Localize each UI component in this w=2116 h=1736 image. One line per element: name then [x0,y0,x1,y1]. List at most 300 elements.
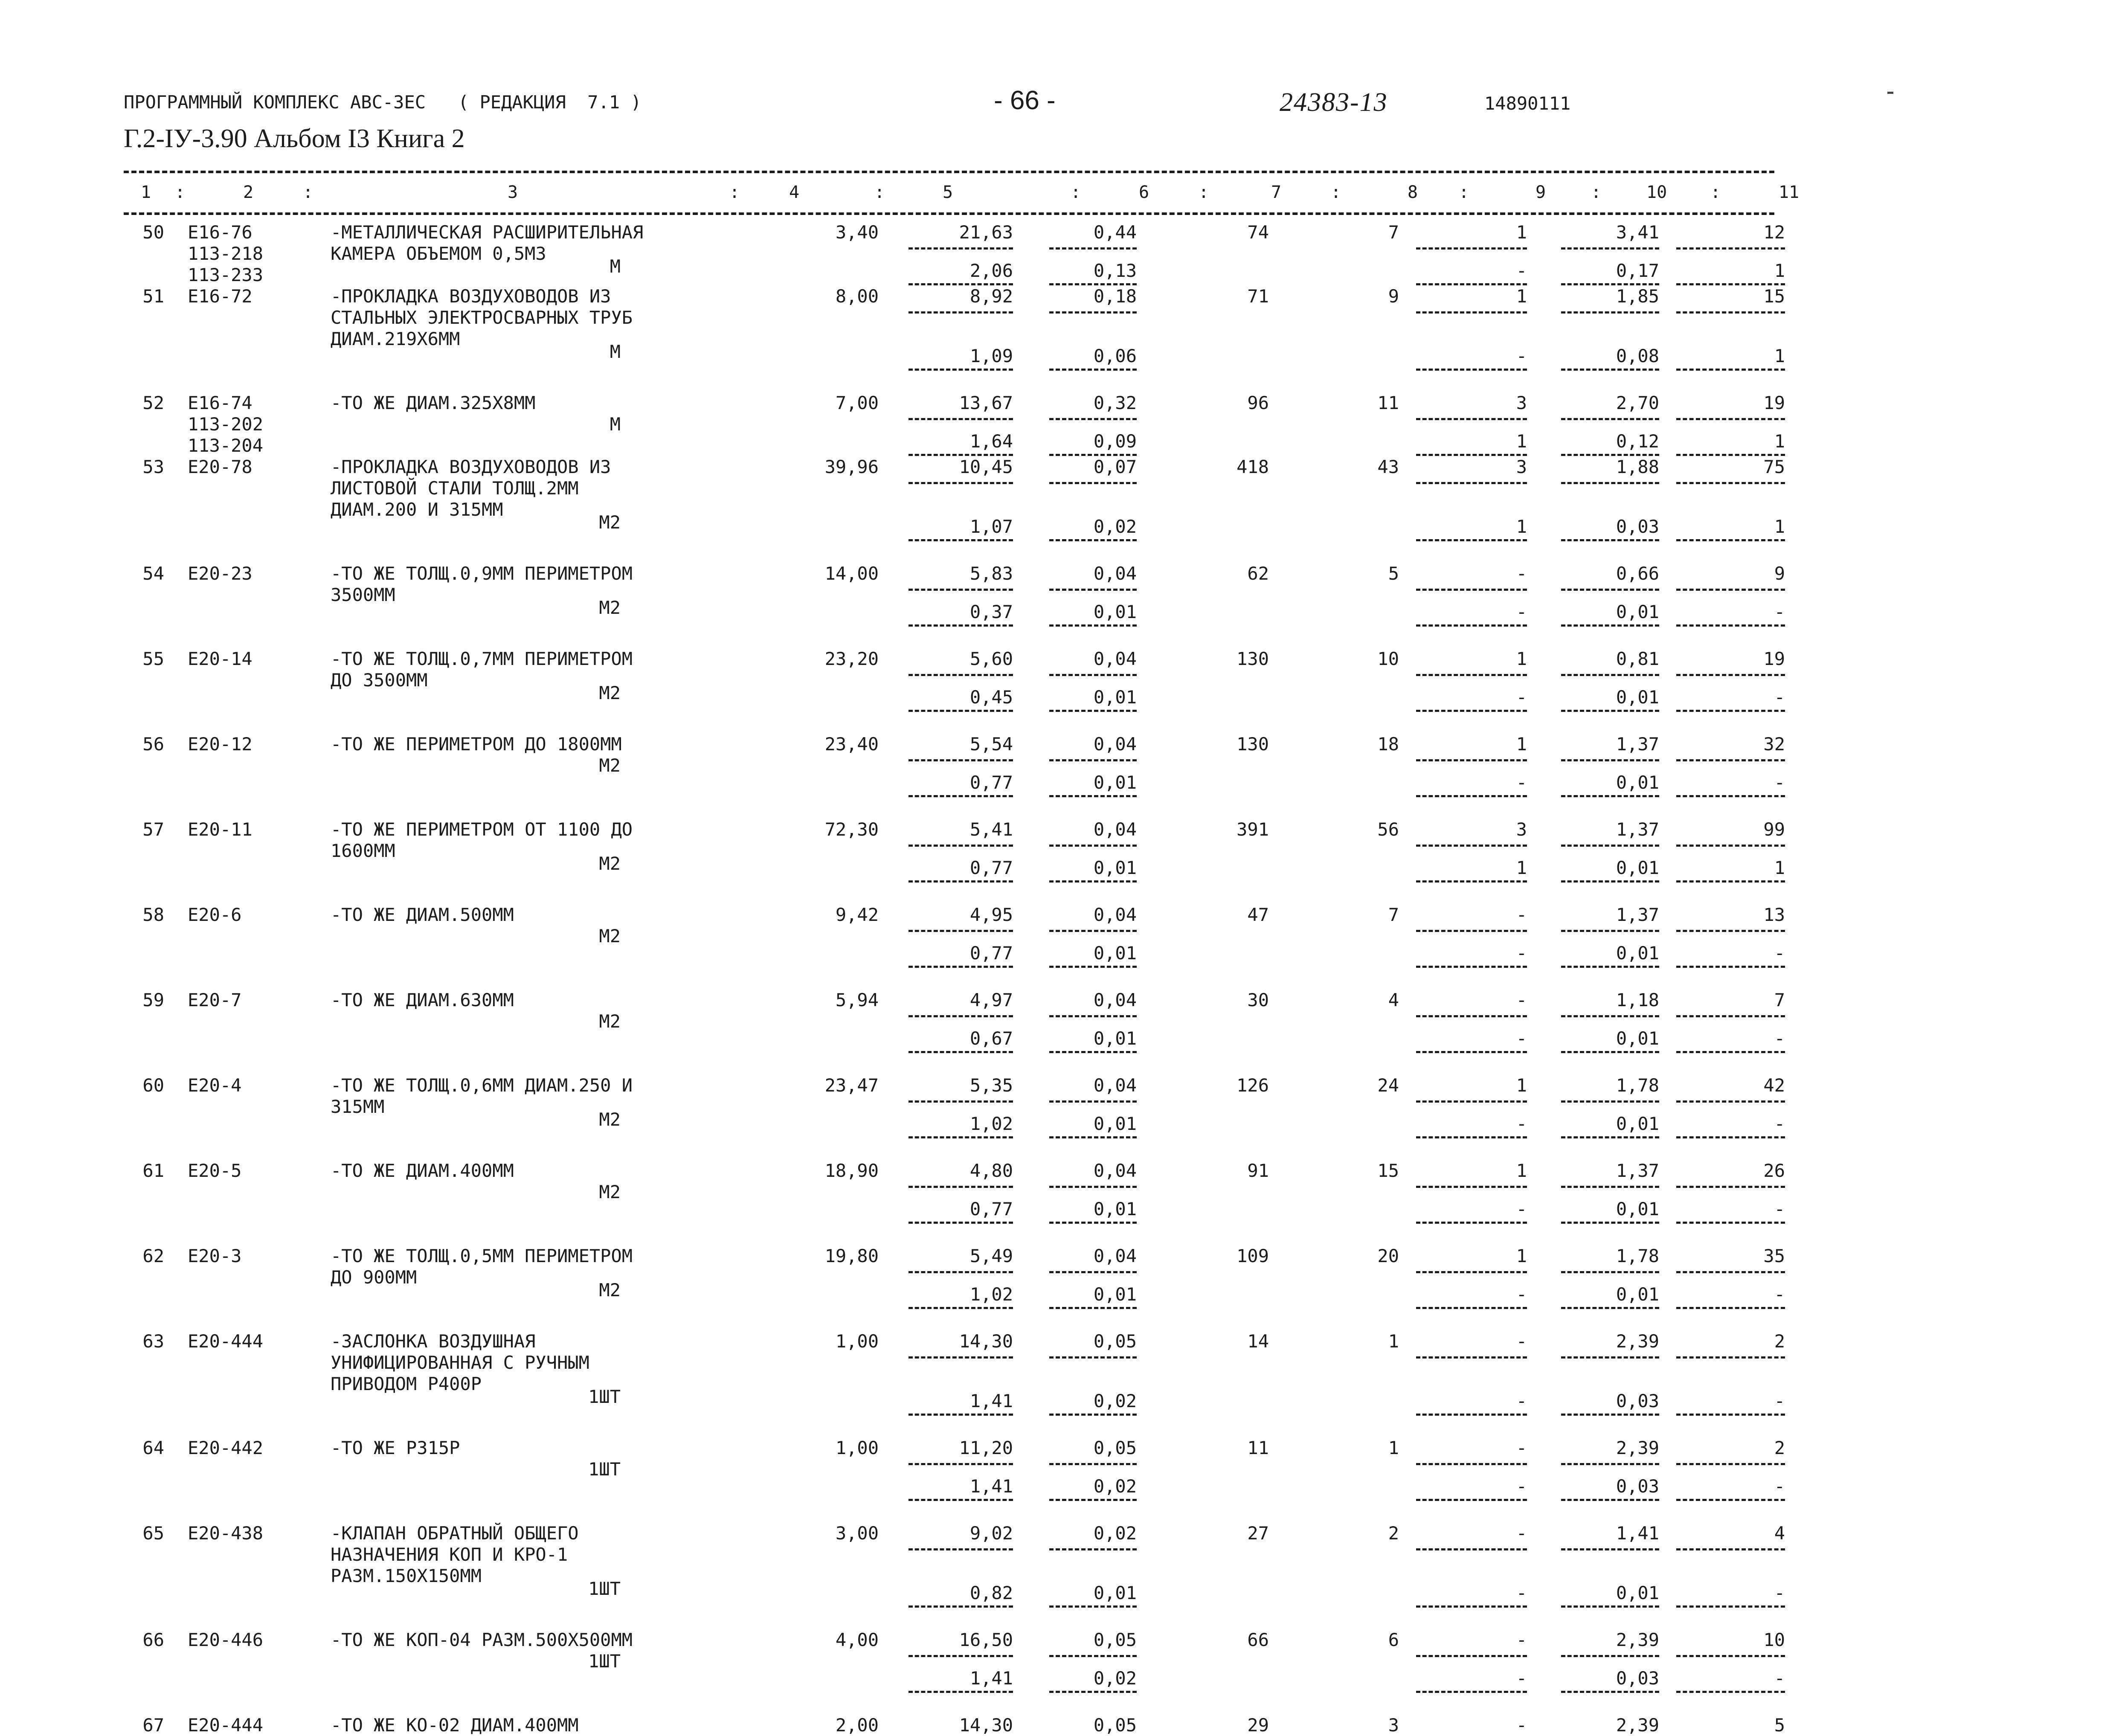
subvalue-c11: 1 [1774,345,1785,366]
cell-underline [1561,1655,1659,1657]
cell-underline [1416,1186,1527,1188]
work-description: НАЗНАЧЕНИЯ КОП И КРО-1 [331,1544,568,1565]
cell-underline [1049,1100,1137,1103]
column-header: 3 [508,183,518,202]
work-description: -ТО ЖЕ ПЕРИМЕТРОМ ОТ 1100 ДО [331,819,633,840]
value-c5: 5,49 [969,1245,1013,1266]
value-c10: 2,39 [1616,1629,1659,1650]
row-number: 56 [142,734,164,755]
value-c5: 5,83 [969,563,1013,584]
work-description: ДИАМ.200 И 315ММ [331,499,503,520]
unit-label: М2 [599,597,621,618]
cell-underline [1676,795,1785,797]
cell-underline [1416,795,1527,797]
value-c11: 9 [1774,563,1785,584]
value-c10: 2,39 [1616,1331,1659,1352]
value-c5: 4,97 [969,990,1013,1010]
value-c4: 39,96 [824,456,879,477]
cell-underline [909,1655,1013,1657]
cell-underline [1049,1605,1137,1608]
value-c7: 62 [1247,563,1269,584]
cell-underline [1416,1605,1527,1608]
value-c8: 7 [1388,222,1399,243]
value-c7: 71 [1247,286,1269,307]
resource-code: Е20-444 [188,1331,264,1352]
value-c10: 2,70 [1616,392,1659,413]
subvalue-c11: - [1774,772,1785,793]
column-header: 11 [1779,183,1800,202]
value-c8: 1 [1388,1437,1399,1458]
unit-label: М2 [599,1109,621,1130]
work-description: -ТО ЖЕ ТОЛЩ.0,9ММ ПЕРИМЕТРОМ [331,563,633,584]
value-c7: 29 [1247,1715,1269,1736]
value-c9: - [1516,563,1527,584]
subvalue-c6: 0,01 [1093,772,1137,793]
value-c10: 1,78 [1616,1075,1659,1096]
column-header: : [729,183,740,202]
value-c11: 75 [1763,456,1785,477]
subvalue-c9: - [1516,1199,1527,1219]
resource-code: 113-202 [188,414,264,435]
cell-underline [1561,710,1659,712]
cell-underline [1561,1414,1659,1416]
value-c6: 0,02 [1093,1523,1137,1544]
cell-underline [1561,1222,1659,1224]
cell-underline [1049,247,1137,250]
cell-underline [909,1691,1013,1693]
column-header: : [175,183,186,202]
value-c4: 1,00 [835,1331,879,1352]
work-description: -ТО ЖЕ ТОЛЩ.0,5ММ ПЕРИМЕТРОМ [331,1245,633,1266]
resource-code: Е16-74 [188,392,253,413]
work-description: -ТО ЖЕ ДИАМ.500ММ [331,904,514,925]
cell-underline [1561,311,1659,314]
value-c5: 5,54 [969,734,1013,755]
value-c9: 1 [1516,1245,1527,1266]
cell-underline [1676,930,1785,932]
cell-underline [909,1271,1013,1273]
subvalue-c10: 0,01 [1616,1284,1659,1305]
value-c10: 1,37 [1616,734,1659,755]
cell-underline [1049,710,1137,712]
subvalue-c9: - [1516,1391,1527,1411]
work-description: ЛИСТОВОЙ СТАЛИ ТОЛЩ.2ММ [331,478,579,499]
work-description: -ТО ЖЕ ДИАМ.325Х8ММ [331,392,536,413]
column-header: 6 [1139,183,1149,202]
work-description: -ТО ЖЕ КО-02 ДИАМ.400ММ [331,1715,579,1736]
cell-underline [1561,880,1659,883]
row-number: 63 [142,1331,164,1352]
value-c5: 5,35 [969,1075,1013,1096]
cell-underline [1676,1015,1785,1017]
subvalue-c6: 0,09 [1093,431,1137,452]
resource-code: Е16-72 [188,286,253,307]
unit-label: М2 [599,926,621,946]
cell-underline [1049,930,1137,932]
value-c4: 7,00 [835,392,879,413]
cell-underline [1416,1271,1527,1273]
subvalue-c9: - [1516,687,1527,708]
cell-underline [909,539,1013,541]
work-description: -ТО ЖЕ Р315Р [331,1437,460,1458]
cell-underline [1561,1691,1659,1693]
cell-underline [1561,966,1659,968]
value-c8: 43 [1377,456,1399,477]
value-c6: 0,04 [1093,648,1137,669]
value-c6: 0,04 [1093,904,1137,925]
cell-underline [1416,369,1527,371]
value-c9: 1 [1516,1160,1527,1181]
column-header: 9 [1535,183,1546,202]
unit-label: М2 [599,853,621,874]
subvalue-c9: - [1516,1284,1527,1305]
cell-underline [1416,1463,1527,1465]
cell-underline [1416,1691,1527,1693]
resource-code: 113-204 [188,435,264,456]
value-c6: 0,04 [1093,819,1137,840]
row-number: 55 [142,648,164,669]
value-c4: 18,90 [824,1160,879,1181]
cell-underline [1676,1414,1785,1416]
subvalue-c6: 0,01 [1093,687,1137,708]
cell-underline [1049,1222,1137,1224]
value-c9: 3 [1516,819,1527,840]
cell-underline [909,247,1013,250]
subvalue-c9: - [1516,1582,1527,1603]
cell-underline [1561,1100,1659,1103]
cell-underline [1561,1136,1659,1138]
value-c9: - [1516,1629,1527,1650]
column-header: 2 [243,183,254,202]
subvalue-c9: 1 [1516,857,1527,878]
value-c7: 130 [1237,734,1269,755]
value-c4: 8,00 [835,286,879,307]
cell-underline [1416,311,1527,314]
value-c4: 5,94 [835,990,879,1010]
cell-underline [1676,454,1785,456]
column-header: 4 [789,183,800,202]
value-c10: 0,66 [1616,563,1659,584]
cell-underline [1676,1222,1785,1224]
cell-underline [1561,1356,1659,1359]
subvalue-c6: 0,01 [1093,601,1137,622]
work-description: 3500ММ [331,584,395,605]
unit-label: 1ШТ [588,1578,621,1599]
subvalue-c10: 0,01 [1616,1113,1659,1134]
column-header: 5 [943,183,953,202]
value-c10: 0,81 [1616,648,1659,669]
cell-underline [1676,624,1785,627]
cell-underline [1676,1186,1785,1188]
cell-underline [1676,845,1785,847]
cell-underline [1561,539,1659,541]
cell-underline [1676,1051,1785,1053]
work-description: ДО 900ММ [331,1267,417,1288]
value-c11: 7 [1774,990,1785,1010]
subvalue-c6: 0,02 [1093,1391,1137,1411]
value-c6: 0,44 [1093,222,1137,243]
subvalue-c9: - [1516,601,1527,622]
value-c5: 4,80 [969,1160,1013,1181]
document-subtitle: Г.2-IУ-3.90 Альбом I3 Книга 2 [124,124,465,153]
value-c10: 1,85 [1616,286,1659,307]
cell-underline [1561,1271,1659,1273]
subvalue-c6: 0,01 [1093,1284,1137,1305]
row-number: 58 [142,904,164,925]
value-c9: 1 [1516,734,1527,755]
cell-underline [1049,311,1137,314]
subvalue-c10: 0,08 [1616,345,1659,366]
cell-underline [909,710,1013,712]
value-c7: 126 [1237,1075,1269,1096]
value-c10: 1,78 [1616,1245,1659,1266]
work-description: КАМЕРА ОБЪЕМОМ 0,5М3 [331,243,546,264]
column-header: 1 [141,183,151,202]
cell-underline [1676,1691,1785,1693]
cell-underline [1676,880,1785,883]
cell-underline [1049,966,1137,968]
value-c6: 0,07 [1093,456,1137,477]
value-c7: 130 [1237,648,1269,669]
row-number: 66 [142,1629,164,1650]
cell-underline [1049,1655,1137,1657]
resource-code: Е20-7 [188,990,242,1010]
subvalue-c9: - [1516,772,1527,793]
value-c7: 14 [1247,1331,1269,1352]
subvalue-c5: 0,45 [969,687,1013,708]
work-description: 315ММ [331,1096,385,1117]
cell-underline [1561,1186,1659,1188]
cell-underline [909,1548,1013,1550]
cell-underline [1416,1548,1527,1550]
work-description: -ТО ЖЕ ТОЛЩ.0,7ММ ПЕРИМЕТРОМ [331,648,633,669]
cell-underline [1416,1136,1527,1138]
cell-underline [1676,1605,1785,1608]
cell-underline [1049,845,1137,847]
page-number: - 66 - [994,86,1056,115]
cell-underline [909,454,1013,456]
subvalue-c9: - [1516,1668,1527,1689]
value-c9: - [1516,1715,1527,1736]
resource-code: Е20-438 [188,1523,264,1544]
value-c8: 18 [1377,734,1399,755]
cell-underline [1561,1307,1659,1309]
value-c7: 27 [1247,1523,1269,1544]
subvalue-c5: 1,41 [969,1668,1013,1689]
value-c11: 15 [1763,286,1785,307]
subvalue-c11: - [1774,943,1785,964]
column-header: 10 [1646,183,1667,202]
value-c5: 8,92 [969,286,1013,307]
column-header: 7 [1271,183,1282,202]
resource-code: Е20-11 [188,819,253,840]
value-c4: 14,00 [824,563,879,584]
cell-underline [1416,1499,1527,1501]
work-description: -МЕТАЛЛИЧЕСКАЯ РАСШИРИТЕЛЬНАЯ [331,222,644,243]
subvalue-c9: - [1516,1476,1527,1497]
cell-underline [1049,1051,1137,1053]
cell-underline [909,1051,1013,1053]
column-header: : [874,183,885,202]
value-c4: 23,40 [824,734,879,755]
work-description: -ТО ЖЕ ПЕРИМЕТРОМ ДО 1800ММ [331,734,622,755]
value-c6: 0,04 [1093,1075,1137,1096]
subvalue-c6: 0,01 [1093,857,1137,878]
subvalue-c5: 1,07 [969,516,1013,537]
subvalue-c6: 0,13 [1093,260,1137,281]
cell-underline [909,1186,1013,1188]
subvalue-c6: 0,01 [1093,1582,1137,1603]
subvalue-c9: - [1516,345,1527,366]
value-c9: 1 [1516,222,1527,243]
row-number: 53 [142,456,164,477]
value-c8: 10 [1377,648,1399,669]
subvalue-c6: 0,01 [1093,1199,1137,1219]
cell-underline [1561,624,1659,627]
work-description: -ПРОКЛАДКА ВОЗДУХОВОДОВ ИЗ [331,286,611,307]
subvalue-c11: - [1774,1391,1785,1411]
cell-underline [909,930,1013,932]
subvalue-c10: 0,01 [1616,772,1659,793]
subvalue-c6: 0,01 [1093,1028,1137,1049]
row-number: 54 [142,563,164,584]
row-number: 57 [142,819,164,840]
cell-underline [1416,845,1527,847]
cell-underline [1676,1463,1785,1465]
cell-underline [909,1499,1013,1501]
subvalue-c11: - [1774,1582,1785,1603]
subvalue-c6: 0,01 [1093,943,1137,964]
value-c6: 0,18 [1093,286,1137,307]
cell-underline [1416,1222,1527,1224]
value-c4: 19,80 [824,1245,879,1266]
value-c6: 0,04 [1093,734,1137,755]
column-header: : [1331,183,1341,202]
subvalue-c5: 0,77 [969,772,1013,793]
subvalue-c9: 1 [1516,431,1527,452]
subvalue-c9: 1 [1516,516,1527,537]
subvalue-c9: - [1516,943,1527,964]
cell-underline [1049,1691,1137,1693]
cell-underline [1676,1655,1785,1657]
cell-underline [1049,1414,1137,1416]
row-number: 50 [142,222,164,243]
value-c8: 1 [1388,1331,1399,1352]
value-c6: 0,04 [1093,990,1137,1010]
resource-code: Е16-76 [188,222,253,243]
value-c9: 1 [1516,286,1527,307]
row-number: 51 [142,286,164,307]
value-c9: - [1516,1331,1527,1352]
value-c7: 74 [1247,222,1269,243]
work-description: -ТО ЖЕ ДИАМ.400ММ [331,1160,514,1181]
cell-underline [909,482,1013,484]
subvalue-c10: 0,01 [1616,857,1659,878]
value-c8: 4 [1388,990,1399,1010]
subvalue-c6: 0,02 [1093,516,1137,537]
value-c9: - [1516,904,1527,925]
cell-underline [1416,930,1527,932]
unit-label: М [610,341,621,362]
value-c4: 1,00 [835,1437,879,1458]
cell-underline [1049,418,1137,420]
work-description: -ПРОКЛАДКА ВОЗДУХОВОДОВ ИЗ [331,456,611,477]
cell-underline [1676,311,1785,314]
cell-underline [1416,624,1527,627]
cell-underline [1416,1051,1527,1053]
cell-underline [1049,1136,1137,1138]
row-number: 60 [142,1075,164,1096]
cell-underline [1416,1414,1527,1416]
scan-mark [1887,92,1893,94]
cell-underline [1416,1356,1527,1359]
work-description: ДО 3500ММ [331,670,428,691]
value-c6: 0,05 [1093,1437,1137,1458]
cell-underline [1676,589,1785,591]
unit-label: М2 [599,512,621,533]
cell-underline [1416,710,1527,712]
cell-underline [1416,966,1527,968]
cell-underline [1049,1499,1137,1501]
subvalue-c9: - [1516,260,1527,281]
value-c4: 23,20 [824,648,879,669]
cell-underline [1676,1356,1785,1359]
value-c5: 4,95 [969,904,1013,925]
subvalue-c10: 0,01 [1616,943,1659,964]
cell-underline [1561,482,1659,484]
cell-underline [1416,1015,1527,1017]
value-c5: 14,30 [959,1331,1013,1352]
resource-code: Е20-23 [188,563,253,584]
subvalue-c11: - [1774,1199,1785,1219]
cell-underline [909,624,1013,627]
value-c6: 0,05 [1093,1715,1137,1736]
subvalue-c11: - [1774,687,1785,708]
cell-underline [1676,1499,1785,1501]
program-header: ПРОГРАММНЫЙ КОМПЛЕКС АВС-3ЕС ( РЕДАКЦИЯ 7.1 ) [124,92,641,113]
subvalue-c9: - [1516,1113,1527,1134]
value-c5: 11,20 [959,1437,1013,1458]
cell-underline [1416,283,1527,285]
value-c8: 5 [1388,563,1399,584]
cell-underline [1561,1015,1659,1017]
unit-label: М2 [599,755,621,776]
subvalue-c6: 0,01 [1093,1113,1137,1134]
value-c9: - [1516,1437,1527,1458]
subvalue-c11: 1 [1774,516,1785,537]
column-header: : [1591,183,1602,202]
subvalue-c5: 1,41 [969,1476,1013,1497]
cell-underline [1676,247,1785,250]
resource-code: Е20-4 [188,1075,242,1096]
work-description: -КЛАПАН ОБРАТНЫЙ ОБЩЕГО [331,1523,579,1544]
cell-underline [1416,589,1527,591]
value-c10: 2,39 [1616,1437,1659,1458]
subvalue-c10: 0,03 [1616,1476,1659,1497]
value-c4: 9,42 [835,904,879,925]
subvalue-c6: 0,02 [1093,1476,1137,1497]
subvalue-c5: 0,67 [969,1028,1013,1049]
unit-label: 1ШТ [588,1386,621,1407]
value-c11: 2 [1774,1437,1785,1458]
cell-underline [909,589,1013,591]
cell-underline [1416,1100,1527,1103]
cell-underline [1049,674,1137,676]
cell-underline [1676,759,1785,761]
cell-underline [1561,247,1659,250]
cell-underline [1049,1463,1137,1465]
subvalue-c10: 0,01 [1616,687,1659,708]
